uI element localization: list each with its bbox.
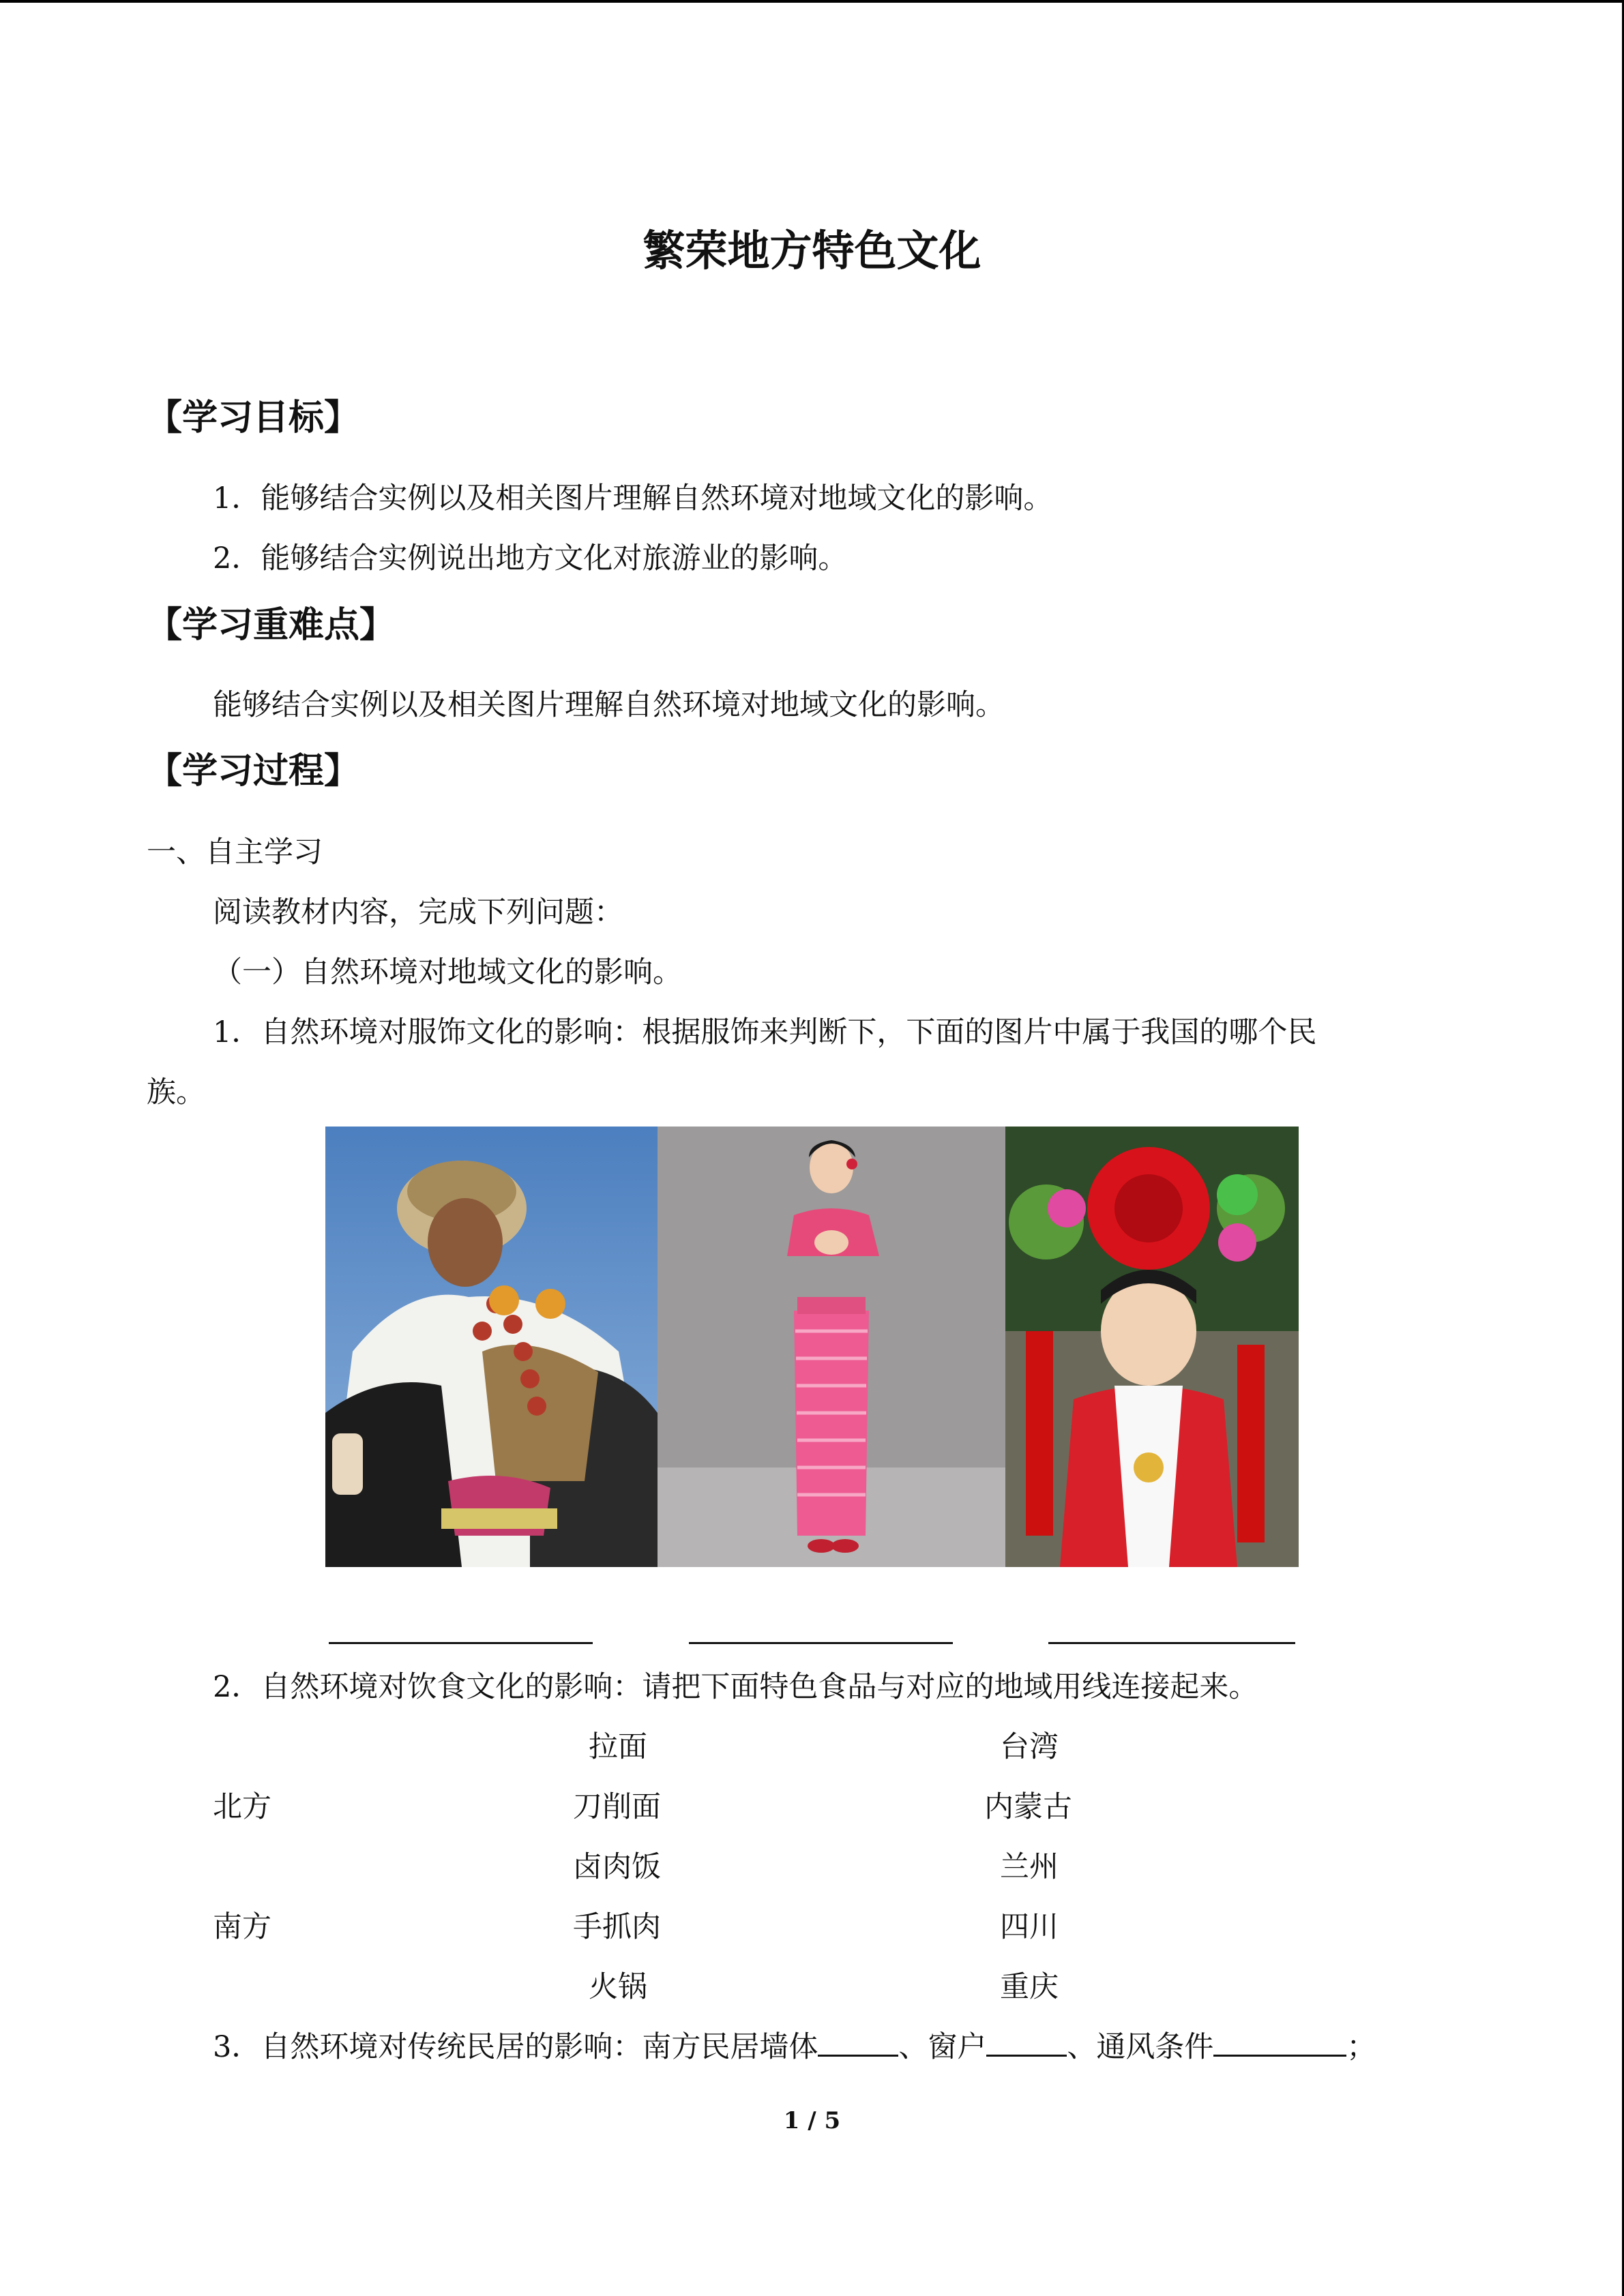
process-heading: 【学习过程】 [147,751,360,792]
food-item: 卤肉饭 [573,1850,661,1884]
objectives-heading: 【学习目标】 [147,398,360,438]
question-1-line-1: 1．自然环境对服饰文化的影响：根据服饰来判断下，下面的图片中属于我国的哪个民 [213,1015,1317,1049]
question-1-line-2: 族。 [147,1075,205,1109]
question-3-part-b: 、窗户 [898,2030,987,2064]
objective-1: 1．能够结合实例以及相关图片理解自然环境对地域文化的影响。 [213,481,1053,516]
key-points-heading: 【学习重难点】 [147,605,396,646]
region-item: 南方 [213,1910,271,1944]
place-item: 四川 [1000,1910,1059,1944]
objective-2: 2．能够结合实例说出地方文化对旅游业的影响。 [213,541,848,576]
window-answer-blank[interactable] [986,2025,1067,2057]
manchu-girl-photo [1005,1127,1299,1567]
food-item: 火锅 [589,1970,647,2004]
page-number: 1 / 5 [783,2107,841,2134]
answer-blank-1[interactable] [329,1642,593,1644]
answer-blank-3[interactable] [1048,1642,1295,1644]
food-item: 拉面 [589,1730,647,1764]
place-item: 内蒙古 [984,1790,1072,1824]
page-title: 繁荣地方特色文化 [643,226,981,275]
question-3-part-a: 3．自然环境对传统民居的影响：南方民居墙体 [213,2030,818,2064]
place-item: 台湾 [1000,1730,1059,1764]
region-item: 北方 [213,1790,271,1824]
instruction-text: 阅读教材内容，完成下列问题： [213,895,623,929]
answer-blank-2[interactable] [689,1642,953,1644]
part-one-heading: 一、自主学习 [147,835,323,869]
page-top-border [0,0,1624,3]
tibetan-man-photo [325,1127,658,1567]
key-point: 能够结合实例以及相关图片理解自然环境对地域文化的影响。 [213,688,1005,722]
place-item: 兰州 [1000,1850,1059,1884]
question-3-part-d: ； [1346,2030,1376,2064]
question-3 [213,2024,1376,2066]
sub-heading: （一）自然环境对地域文化的影响。 [213,955,682,989]
question-3-part-c: 、通风条件 [1067,2030,1214,2064]
question-2: 2．自然环境对饮食文化的影响：请把下面特色食品与对应的地域用线连接起来。 [213,1670,1258,1704]
wall-answer-blank[interactable] [818,2025,898,2057]
food-item: 刀削面 [573,1790,661,1824]
costume-photos [325,1127,1299,1567]
food-item: 手抓肉 [573,1910,661,1944]
dai-woman-photo [658,1127,1005,1567]
ventilation-answer-blank[interactable] [1213,2025,1346,2057]
place-item: 重庆 [1000,1970,1059,2004]
